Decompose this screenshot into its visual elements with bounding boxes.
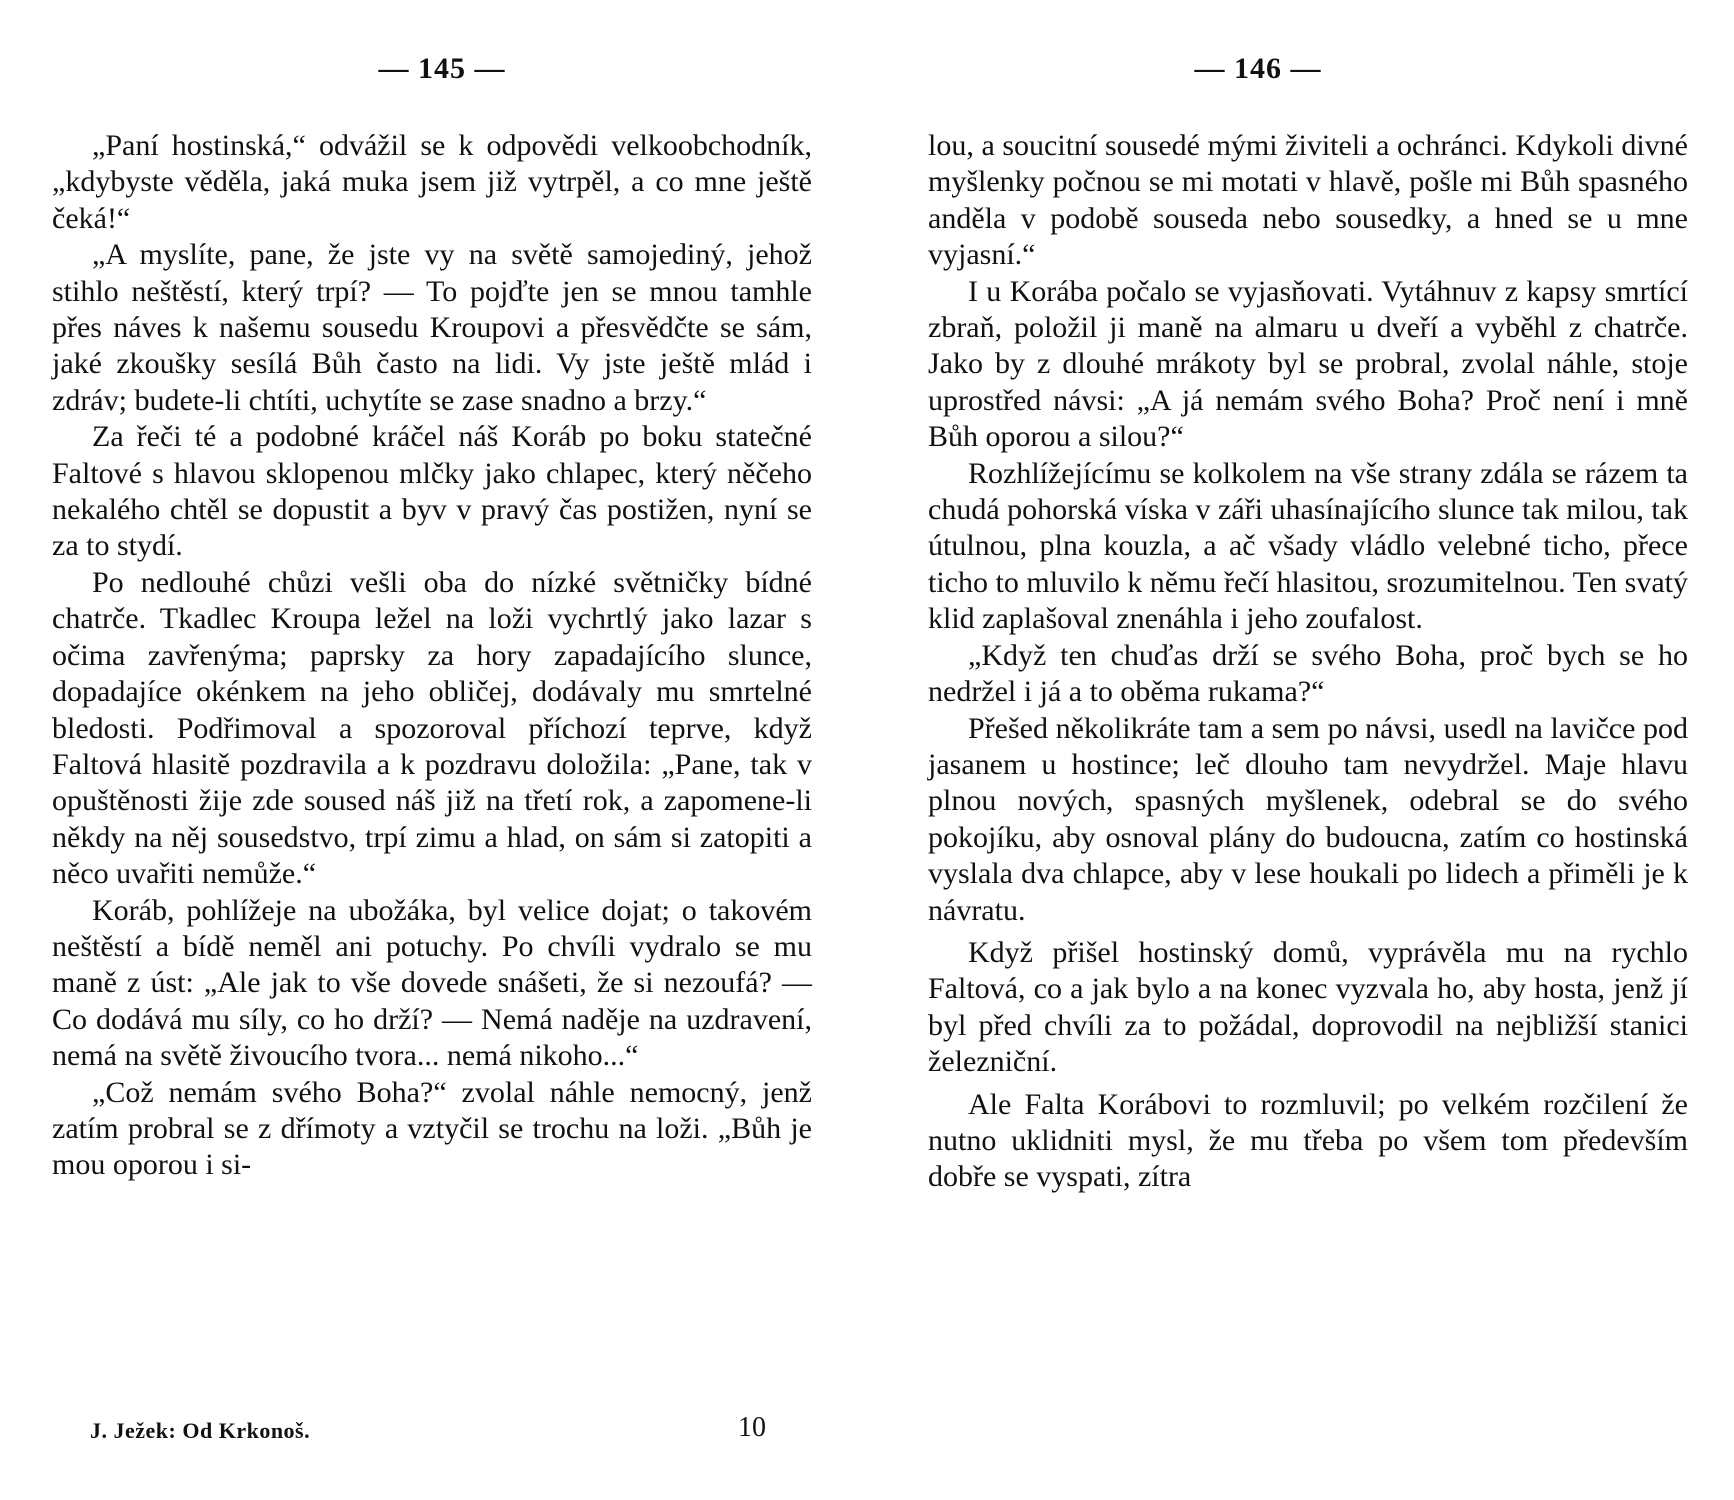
page-number-header: — 146 —: [1194, 52, 1322, 85]
paragraph: I u Korába počalo se vyjasňovati. Vytáhnuv z kapsy smrtící zbraň, položil ji maně na almaru u dveří a vyběhl z chatrče. Jako by z dlouhé mrákoty byl se probral, zvolal náhle, stoje uprostřed návsi: „A já nemám svého Boha? Proč není i mně Bůh oporou a silou?“: [928, 274, 1688, 454]
paragraph: lou, a soucitní sousedé mými živiteli a ochránci. Kdykoli divné myšlenky počnou se mi motati v hlavě, pošle mi Bůh spasného anděla v podobě souseda nebo sousedky, a hned se u mne vyjasní.“: [928, 129, 1688, 272]
paragraph: „Což nemám svého Boha?“ zvolal náhle nemocný, jenž zatím probral se z dřímoty a vztyčil se trochu na loži. „Bůh je mou oporou i si-: [52, 1075, 812, 1182]
paragraph: „Paní hostinská,“ odvážil se k odpovědi velkoobchodník, „kdybyste věděla, jaká muka jsem již vytrpěl, a co mne ještě čeká!“: [52, 129, 812, 235]
left-page: [52, 0, 832, 1500]
paragraph: Když přišel hostinský domů, vyprávěla mu na rychlo Faltová, co a jak bylo a na konec vyzvala ho, aby hosta, jenž jí byl před chvíli za to požádal, doprovodil na nejbližší stanici železniční.: [928, 935, 1688, 1079]
paragraph: „A myslíte, pane, že jste vy na světě samojediný, jehož stihlo neštěstí, který trpí? — To pojďte jen se mnou tamhle přes náves k našemu sousedu Kroupovi a přesvědčte se sám, jaké zkoušky sesílá Bůh často na lidi. Vy jste ještě mlád i zdráv; budete-li chtíti, uchytíte se zase snadno a brzy.“: [52, 238, 812, 417]
page-footer: [52, 1412, 812, 1452]
page-body: [928, 128, 1688, 1196]
footer-signature: J. Ježek: Od Krkonoš.: [90, 1418, 311, 1443]
paragraph: Přešed několikráte tam a sem po návsi, usedl na lavičce pod jasanem u hostince; leč dlouho tam nevydržel. Maje hlavu plnou nových, spasných myšlenek, odebral se do svého pokojíku, aby osnoval plány do budoucna, zatím co hostinská vyslala dva chlapce, aby v lese houkali po lidech a přiměli je k návratu.: [928, 711, 1688, 927]
page-body: [52, 128, 812, 1184]
paragraph: Za řeči té a podobné kráčel náš Koráb po boku statečné Faltové s hlavou sklopenou mlčky jako chlapec, který něčeho nekalého chtěl se dopustit a byv v pravý čas postižen, nyní se za to stydí.: [52, 420, 812, 563]
paragraph: Koráb, pohlížeje na ubožáka, byl velice dojat; o takovém neštěstí a bídě neměl ani potuchy. Po chvíli vydralo se mu maně z úst: „Ale jak to vše dovede snášeti, že si nezoufá? — Co dodává mu síly, co ho drží? — Nemá naděje na uzdravení, nemá na světě živoucího tvora... nemá nikoho...“: [52, 893, 812, 1073]
footer-sheet-number: 10: [738, 1412, 766, 1443]
right-page: [928, 0, 1708, 1500]
paragraph: Ale Falta Korábovi to rozmluvil; po velkém rozčilení že nutno uklidniti mysl, že mu třeba po všem tom především dobře se vyspati, zítra: [928, 1087, 1688, 1194]
page-number-header: — 145 —: [378, 52, 506, 85]
paragraph: Po nedlouhé chůzi vešli oba do nízké světničky bídné chatrče. Tkadlec Kroupa ležel na loži vychrtlý jako lazar s očima zavřenýma; paprsky za hory zapadajícího slunce, dopadajíce okénkem na jeho obličej, dodávaly mu smrtelné bledosti. Podřimoval a spozoroval příchozí teprve, když Faltová hlasitě pozdravila a k pozdravu doložila: „Pane, tak v opuštěnosti žije zde soused náš již na třetí rok, a zapomene-li někdy na něj sousedstvo, trpí zimu a hlad, on sám si zatopiti a něco uvařiti nemůže.“: [52, 565, 812, 891]
paragraph: Rozhlížejícímu se kolkolem na vše strany zdála se rázem ta chudá pohorská víska v záři uhasínajícího slunce tak milou, tak útulnou, plna kouzla, a ač všady vládlo velebné ticho, přece ticho to mluvilo k němu řečí hlasitou, srozumitelnou. Ten svatý klid zaplašoval znenáhla i jeho zoufalost.: [928, 456, 1688, 636]
paragraph: „Když ten chuďas drží se svého Boha, proč bych se ho nedržel i já a to oběma rukama?“: [928, 638, 1688, 709]
